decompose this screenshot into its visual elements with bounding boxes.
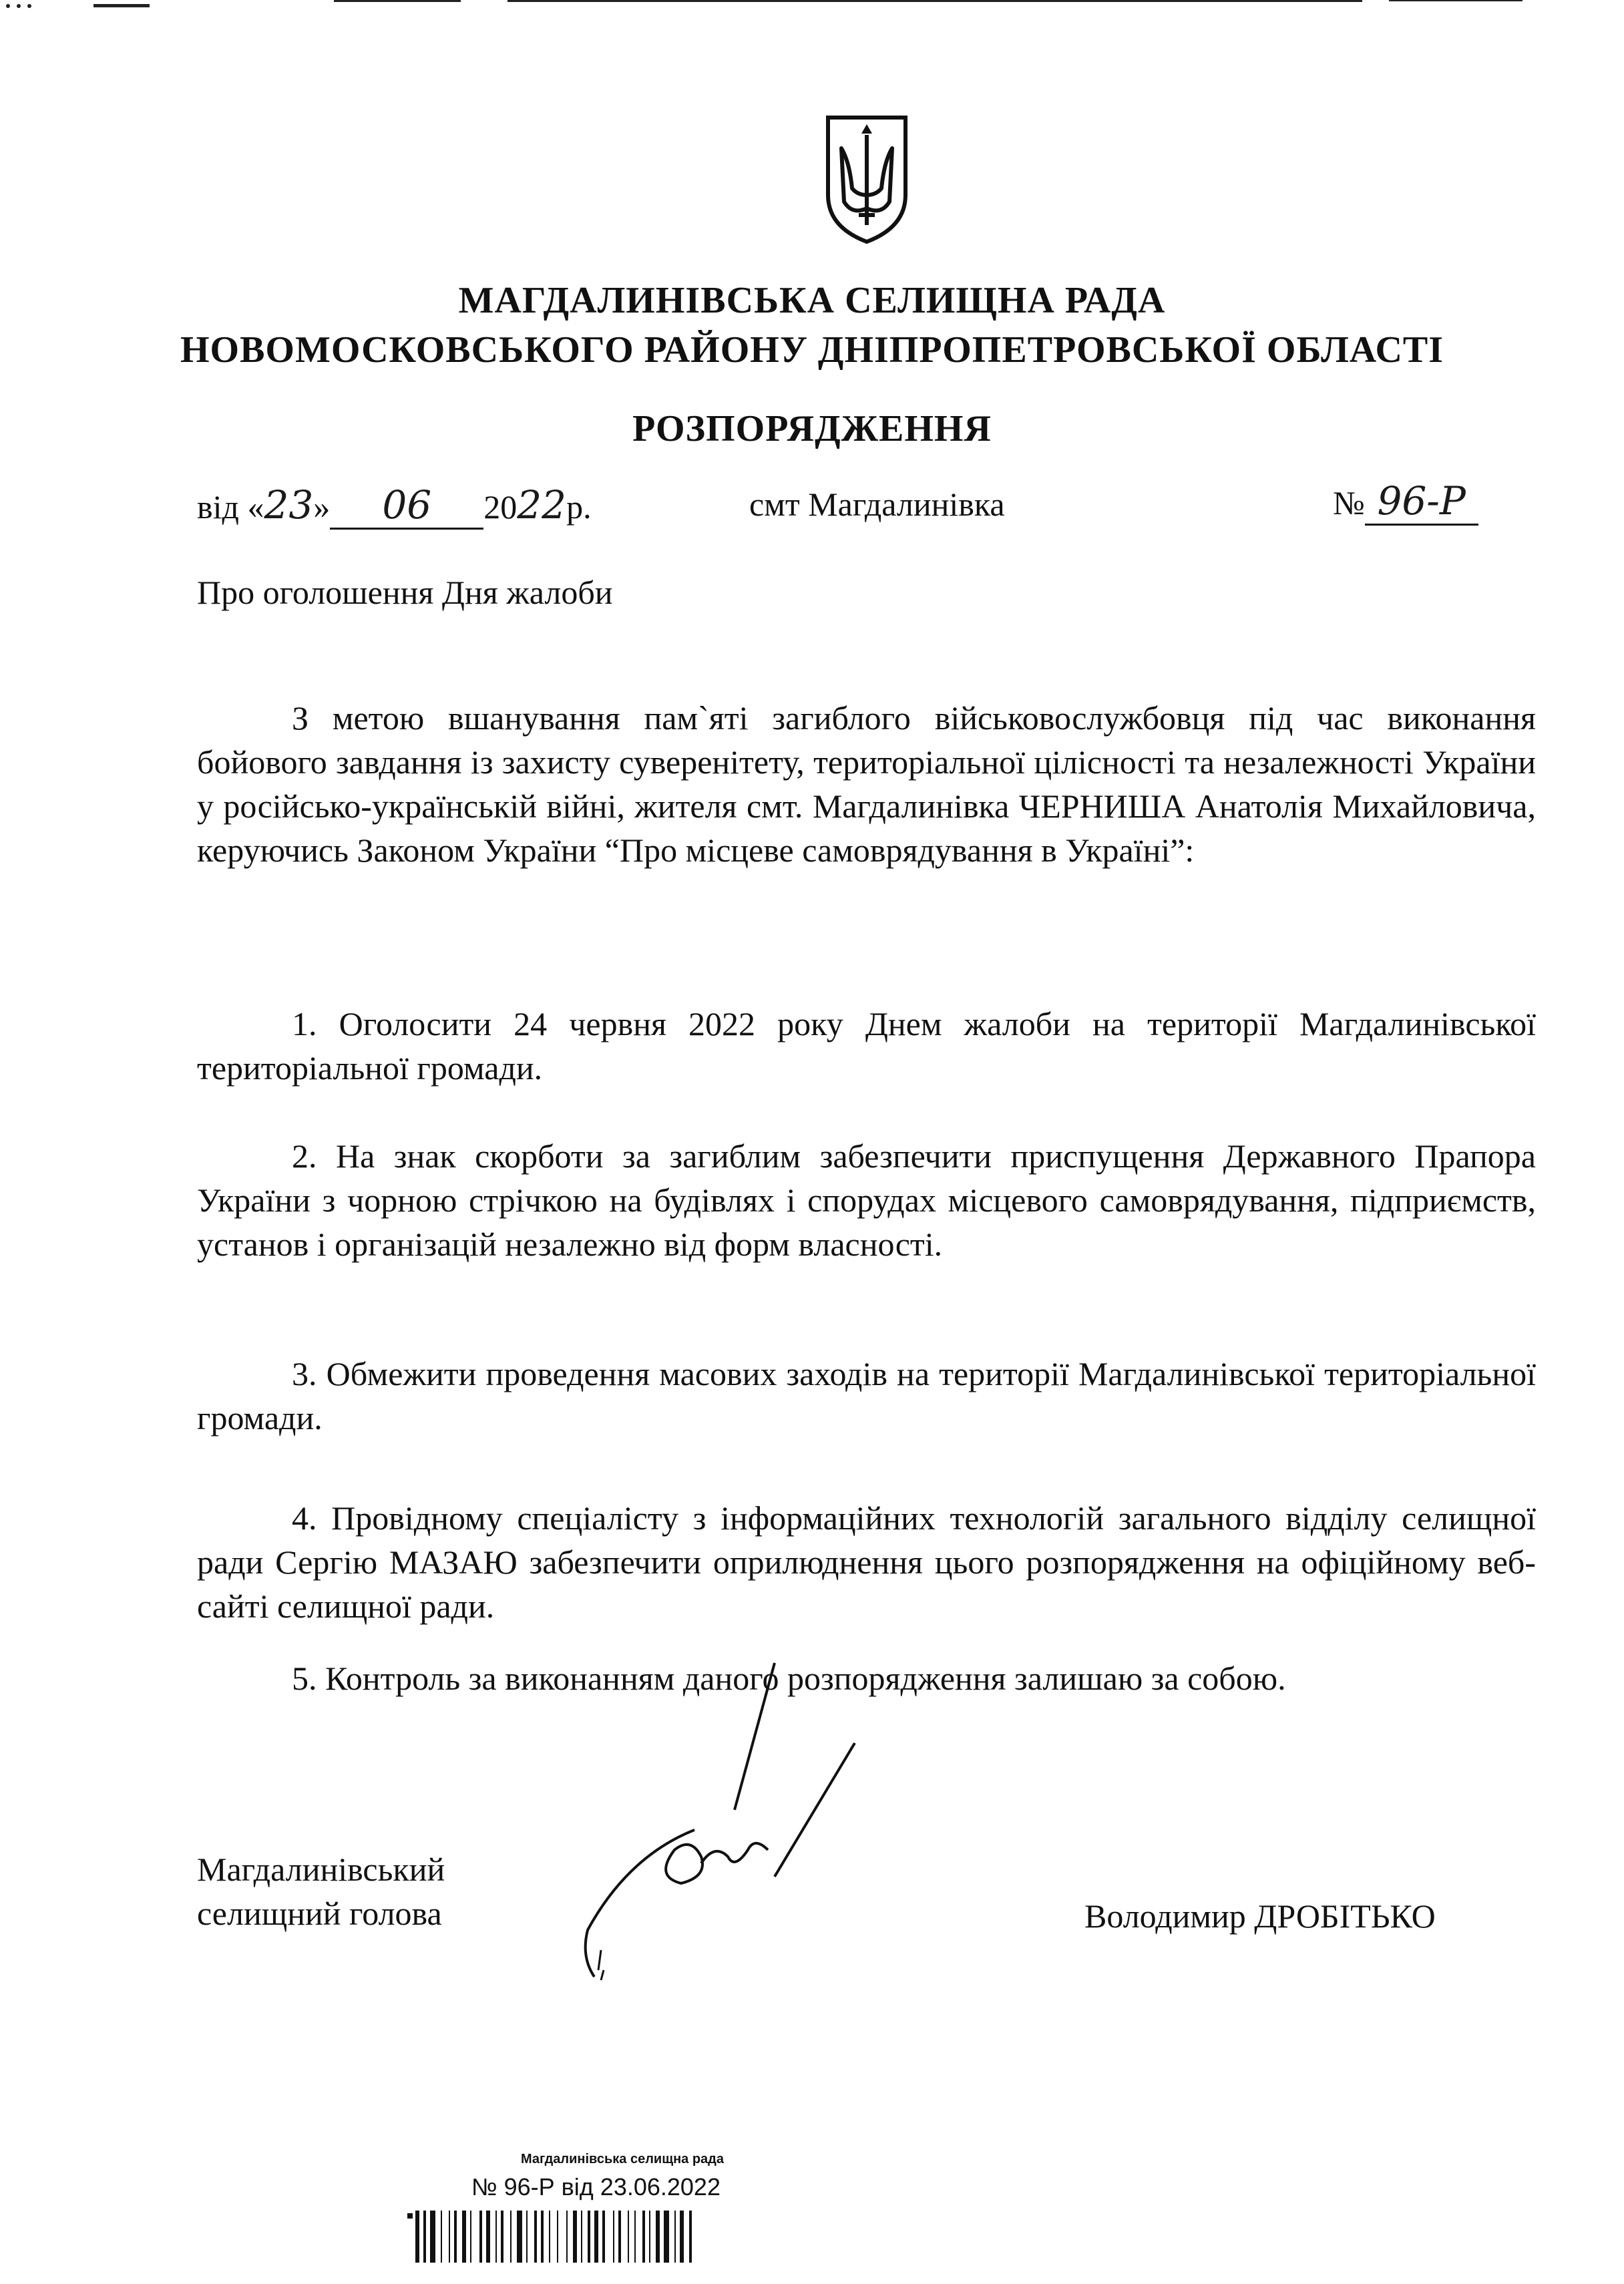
barcode: [407, 2208, 848, 2264]
barcode-bar: [680, 2211, 684, 2263]
barcode-bar: [441, 2211, 442, 2263]
document-date: [197, 482, 592, 530]
barcode-bar: [462, 2211, 466, 2263]
barcode-bar: [486, 2211, 490, 2263]
barcode-bar: [423, 2211, 426, 2263]
handwritten-signature: [574, 1636, 868, 1983]
stamp-registration: № 96-Р від 23.06.2022: [471, 2173, 721, 2201]
order-item-5: 5. Контроль за виконанням даного розпорядження залишаю за собою.: [292, 1660, 1286, 1697]
date-mid: »: [313, 488, 331, 526]
date-prefix: від «: [197, 488, 264, 526]
barcode-bar: [581, 2211, 582, 2263]
barcode-bar: [613, 2211, 614, 2263]
barcode-bar: [656, 2211, 660, 2263]
scan-edge-line: [508, 0, 1362, 2]
number-prefix: №: [1333, 484, 1365, 522]
position-line1: Магдалинівський: [197, 1851, 445, 1888]
place-name: смт Магдалинівка: [749, 486, 1005, 523]
barcode-bar: [454, 2211, 457, 2263]
order-item-2: 2. На знак скорботи за загиблим забезпечити приспущення Державного Прапора України з чорною стрічкою на будівлях і спорудах місцевого самоврядування, підприємств, установ і організацій незалежно від форм власності.: [197, 1137, 1536, 1263]
document-subject: Про оголошення Дня жалоби: [197, 574, 613, 611]
barcode-bar: [517, 2211, 522, 2263]
date-year-suffix: 22: [517, 482, 567, 528]
barcode-bar: [510, 2211, 512, 2263]
barcode-bar: [634, 2211, 636, 2263]
barcode-bar: [495, 2211, 497, 2263]
barcode-bar: [594, 2211, 598, 2263]
date-day: 23: [264, 482, 314, 528]
barcode-bar: [479, 2211, 482, 2263]
barcode-bar: [534, 2211, 537, 2263]
barcode-bar: [415, 2211, 419, 2263]
number-value: 96-Р: [1365, 478, 1478, 526]
scan-edge-line: [1389, 0, 1522, 1]
org-name-line2: НОВОМОСКОВСЬКОГО РАЙОНУ ДНІПРОПЕТРОВСЬКОЇ ОБЛАСТІ: [180, 329, 1444, 371]
barcode-bar: [501, 2211, 503, 2263]
date-month: 06: [330, 482, 483, 530]
barcode-bar: [541, 2211, 544, 2263]
barcode-bar: [566, 2211, 568, 2263]
barcode-bar: [557, 2211, 558, 2263]
barcode-bar: [674, 2211, 676, 2263]
order-item-3: 3. Обмежити проведення масових заходів на території Магдалинівської територіальної громади.: [197, 1355, 1536, 1437]
barcode-bar: [449, 2211, 450, 2263]
barcode-bar: [664, 2211, 669, 2263]
signatory-name: Володимир ДРОБІТЬКО: [1084, 1897, 1436, 1935]
barcode-bar: [573, 2211, 577, 2263]
barcode-bar: [549, 2211, 550, 2263]
preamble-paragraph: З метою вшанування пам`яті загиблого військовослужбовця під час виконання бойового завдання із захисту суверенітету, територіальної цілісності та незалежності України у російсько-українській війні, жителя смт. Магдалинівка ЧЕРНИША Анатолія Михайловича, керуючись Законом України “Про місцеве самоврядування в Україні”:: [197, 699, 1536, 869]
date-year-prefix: 20: [483, 488, 518, 526]
document-number: [1333, 478, 1478, 526]
barcode-bar: [628, 2211, 629, 2263]
document-type-title: РОЗПОРЯДЖЕННЯ: [632, 408, 992, 449]
scan-dots: [4, 0, 44, 5]
barcode-bar: [618, 2211, 621, 2263]
order-item-4: 4. Провідному спеціалісту з інформаційних технологій загального відділу селищної ради Сергію МАЗАЮ забезпечити оприлюднення цього розпорядження на офіційному веб-сайті селищної ради.: [197, 1499, 1536, 1625]
barcode-bar: [430, 2211, 435, 2263]
barcode-bar: [642, 2211, 645, 2263]
barcode-bar: [526, 2211, 528, 2263]
barcode-bar: [470, 2211, 471, 2263]
position-line2: селищний голова: [197, 1895, 442, 1932]
order-item-1: 1. Оголосити 24 червня 2022 року Днем жалоби на території Магдалинівської територіальної громади.: [197, 1005, 1536, 1087]
signatory-position: [197, 1847, 445, 1935]
scan-edge-line: [334, 0, 461, 2]
date-tail: р.: [566, 488, 592, 526]
barcode-bar: [588, 2211, 590, 2263]
org-name-line1: МАГДАЛИНІВСЬКА СЕЛИЩНА РАДА: [458, 280, 1166, 321]
barcode-bar: [602, 2211, 605, 2263]
barcode-bar: [689, 2211, 692, 2263]
stamp-org: Магдалинівська селищна рада: [521, 2152, 724, 2166]
scan-dots: [93, 0, 154, 5]
barcode-bar: [649, 2211, 650, 2263]
coat-of-arms-icon: [825, 115, 908, 244]
